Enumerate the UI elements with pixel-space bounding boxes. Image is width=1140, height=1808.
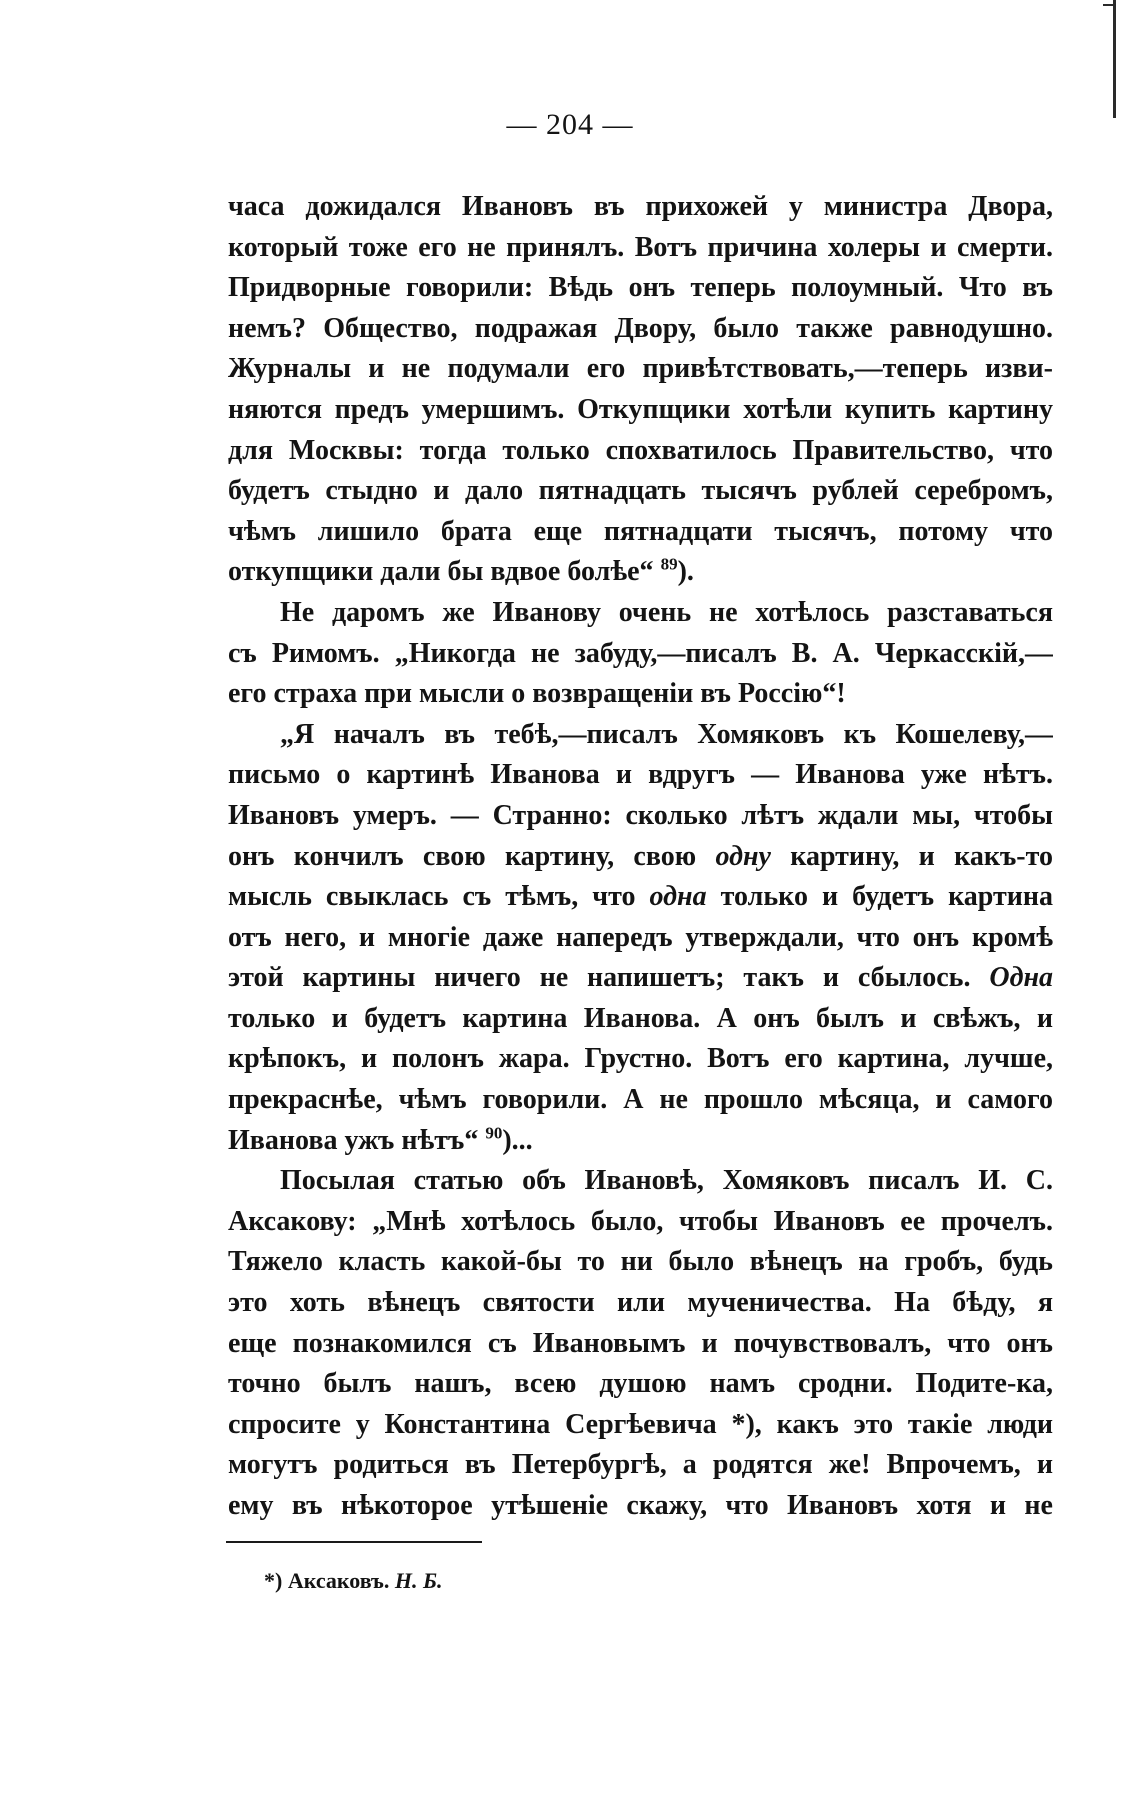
text-segment: Придворные говорили: Вѣдь онъ теперь полоумный. Что въ [228, 272, 1053, 304]
text-segment: картину, и какъ-то [770, 840, 1053, 872]
text-line [228, 1202, 1053, 1243]
text-segment: будетъ стыдно и дало пятнадцать тысячъ рублей серебромъ, [228, 475, 1053, 507]
text-line [228, 228, 1053, 269]
text-line [228, 715, 1053, 756]
body-text [228, 187, 1053, 1527]
text-segment: Ивановъ умеръ. — Странно: сколько лѣтъ ждали мы, чтобы [228, 799, 1053, 831]
scan-edge-mark [1113, 0, 1116, 118]
text-line [228, 187, 1053, 228]
text-segment: Аксакову: „Мнѣ хотѣлось было, чтобы Ивановъ ее прочелъ. [228, 1205, 1053, 1237]
text-line [228, 674, 1053, 715]
footnote-reference: 89 [660, 555, 678, 575]
text-line [228, 268, 1053, 309]
footnote [264, 1566, 442, 1596]
page-number: — 204 — [506, 108, 634, 141]
text-segment: только и будетъ картина Иванова. А онъ былъ и свѣжъ, и [228, 1002, 1053, 1034]
text-line [228, 431, 1053, 472]
text-line [228, 593, 1053, 634]
text-line [228, 958, 1053, 999]
text-line [228, 1283, 1053, 1324]
text-segment: для Москвы: тогда только спохватилось Правительство, что [228, 434, 1053, 466]
text-line [228, 552, 1053, 593]
text-segment: точно былъ нашъ, всею душою намъ сродни. Подите-ка, [228, 1368, 1053, 1400]
text-segment: Иванова ужъ нѣтъ“ [228, 1124, 486, 1156]
text-segment: это хоть вѣнецъ святости или мученичества. На бѣду, я [228, 1287, 1053, 1319]
footnote-marker: *) Аксаковъ. [264, 1568, 395, 1593]
text-line [228, 1080, 1053, 1121]
text-line [228, 1324, 1053, 1365]
text-line [228, 1121, 1053, 1162]
text-line [228, 755, 1053, 796]
text-segment: )... [502, 1124, 533, 1156]
text-segment: спросите у Константина Сергѣевича *), какъ это такіе люди [228, 1408, 1053, 1440]
italic-word: Одна [989, 962, 1053, 994]
text-segment: няются предъ умершимъ. Откупщики хотѣли купить картину [228, 393, 1053, 425]
text-segment: „Я началъ въ тебѣ,—писалъ Хомяковъ къ Кошелеву,— [280, 718, 1053, 750]
italic-word: одну [715, 840, 771, 872]
text-line [228, 796, 1053, 837]
text-line [228, 1445, 1053, 1486]
text-line [228, 1405, 1053, 1446]
footnote-initials: Н. Б. [394, 1568, 443, 1593]
text-segment: съ Римомъ. „Никогда не забуду,—писалъ В. А. Черкасскій,— [228, 637, 1053, 669]
text-line [228, 471, 1053, 512]
text-segment: этой картины ничего не напишетъ; такъ и сбылось. [228, 962, 990, 994]
text-line [228, 1039, 1053, 1080]
text-segment: Не даромъ же Иванову очень не хотѣлось разставаться [280, 596, 1053, 628]
text-segment: который тоже его не принялъ. Вотъ причина холеры и смерти. [228, 231, 1053, 263]
text-line [228, 918, 1053, 959]
italic-word: одна [649, 881, 707, 913]
text-line [228, 1486, 1053, 1527]
text-segment: еще познакомился съ Ивановымъ и почувствовалъ, что онъ [228, 1327, 1053, 1359]
text-segment: чѣмъ лишило брата еще пятнадцати тысячъ, потому что [228, 515, 1053, 547]
text-segment: письмо о картинѣ Иванова и вдругъ — Иванова уже нѣтъ. [228, 759, 1053, 791]
text-segment: мысль свыклась съ тѣмъ, что [228, 881, 650, 913]
text-segment: Тяжело класть какой-бы то ни было вѣнецъ на гробъ, будь [228, 1246, 1053, 1278]
text-line [228, 1364, 1053, 1405]
text-segment: часа дожидался Ивановъ въ прихожей у министра Двора, [228, 191, 1053, 222]
text-segment: прекраснѣе, чѣмъ говорили. А не прошло мѣсяца, и самого [228, 1084, 1053, 1116]
text-segment: только и будетъ картина [706, 881, 1053, 913]
text-line [228, 877, 1053, 918]
text-line [228, 390, 1053, 431]
text-line [228, 999, 1053, 1040]
text-line [228, 1242, 1053, 1283]
text-segment: немъ? Общество, подражая Двору, было также равнодушно. [228, 312, 1053, 344]
text-segment: ). [677, 556, 694, 588]
scan-edge-cap [1103, 4, 1113, 6]
text-segment: Журналы и не подумали его привѣтствовать,—теперь изви- [228, 353, 1053, 385]
text-line [228, 634, 1053, 675]
text-segment: откупщики дали бы вдвое болѣе“ [228, 556, 661, 588]
text-line [228, 837, 1053, 878]
text-line [228, 309, 1053, 350]
text-segment: могутъ родиться въ Петербургѣ, а родятся же! Впрочемъ, и [228, 1449, 1053, 1481]
text-segment: отъ него, и многіе даже напередъ утверждали, что онъ кромѣ [228, 921, 1053, 953]
text-line [228, 349, 1053, 390]
text-segment: его страха при мысли о возвращеніи въ Россію“! [228, 678, 846, 710]
text-segment: онъ кончилъ свою картину, свою [228, 840, 716, 872]
text-line [228, 1161, 1053, 1202]
text-segment: крѣпокъ, и полонъ жара. Грустно. Вотъ его картина, лучше, [228, 1043, 1053, 1075]
text-segment: ему въ нѣкоторое утѣшеніе скажу, что Ивановъ хотя и не [228, 1490, 1053, 1521]
text-line [228, 512, 1053, 553]
text-segment: Посылая статью объ Ивановѣ, Хомяковъ писалъ И. С. [280, 1165, 1053, 1197]
footnote-reference: 90 [485, 1123, 503, 1143]
footnote-separator [226, 1541, 482, 1543]
